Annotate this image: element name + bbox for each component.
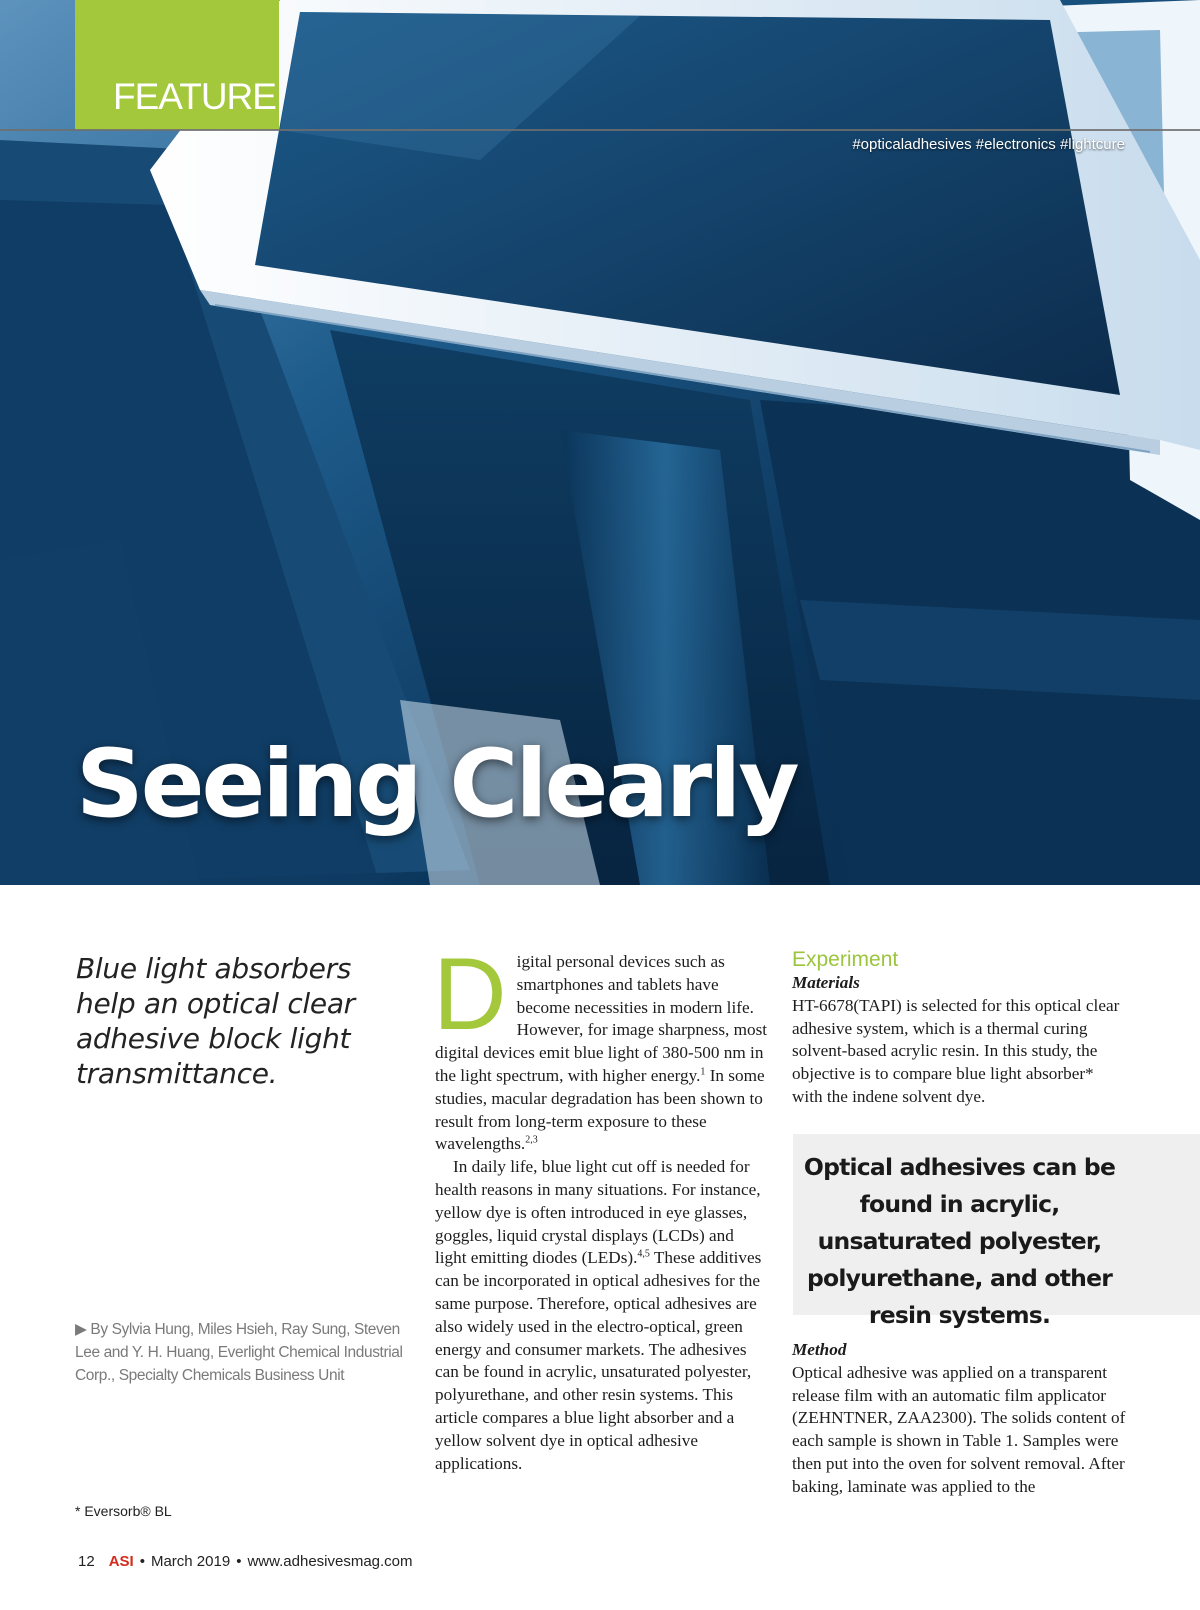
method-text: Optical adhesive was applied on a transparent release film with an automatic film applicator (ZEHNTNER, ZAA2300). The solids content of each sample is shown in Table 1. Samples were then put into the oven for solvent removal. After baking, laminate was applied to the xyxy=(792,1362,1126,1496)
reference-superscript: 4,5 xyxy=(637,1248,650,1260)
body-text: These additives can be incorporated in optical adhesives for the same purpose. Therefore, optical adhesives are also widely used in the electro-optical, green energy and consumer markets. The adhesives can be found in acrylic, unsaturated polyester, polyurethane, and other resin systems. This article compares a blue light absorber and a yellow solvent dye in optical adhesive applications. xyxy=(435,1248,762,1473)
experiment-heading: Experiment xyxy=(792,948,899,971)
materials-text: HT-6678(TAPI) is selected for this optical clear adhesive system, which is a thermal curing solvent-based acrylic resin. In this study, the objective is to compare blue light absorber* with the indene solvent dye. xyxy=(792,995,1120,1106)
reference-superscript: 1 xyxy=(700,1066,706,1078)
page-number: 12 xyxy=(78,1553,95,1570)
issue-date: March 2019 xyxy=(150,1553,231,1570)
magazine-brand: ASI xyxy=(108,1553,134,1570)
website-url: www.adhesivesmag.com xyxy=(247,1553,413,1570)
body-paragraph-2 xyxy=(435,1156,768,1475)
header-rule xyxy=(0,129,1200,131)
body-column-2-continued xyxy=(792,1339,1127,1499)
body-column-1 xyxy=(433,937,768,1475)
pull-quote: Optical adhesives can be found in acrylic, unsaturated polyester, polyurethane, and other resin systems. xyxy=(803,1153,1116,1329)
footer-bullet: • xyxy=(139,1553,145,1570)
hashtags: #opticaladhesives #electronics #lightcure xyxy=(852,136,1125,153)
author-byline: ▶ By Sylvia Hung, Miles Hsieh, Ray Sung, Steven Lee and Y. H. Huang, Everlight Chemical Industrial Corp., Specialty Chemicals Business Unit xyxy=(75,1321,403,1384)
article-title: Seeing Clearly xyxy=(76,730,797,839)
footnote: * Eversorb® BL xyxy=(75,1503,172,1519)
body-text: In some studies, macular degradation has been shown to result from long-term exposure to these wavelengths. xyxy=(435,1065,765,1154)
materials-heading: Materials xyxy=(792,973,860,992)
method-heading: Method xyxy=(792,1340,847,1359)
body-text: igital personal devices such as smartphones and tablets have become necessities in modern life. However, for image sharpness, most digital devices emit blue light of 380-500 nm in the light spectrum, with higher energy. xyxy=(435,952,768,1085)
drop-cap: D xyxy=(433,937,507,1051)
body-paragraph-1 xyxy=(433,937,768,1156)
section-label: FEATURE xyxy=(113,76,276,117)
feature-section-tag xyxy=(75,0,279,130)
article-deck: Blue light absorbers help an optical clear adhesive block light transmittance. xyxy=(76,952,355,1090)
pull-quote-box xyxy=(793,1134,1200,1329)
reference-superscript: 2,3 xyxy=(525,1134,538,1146)
body-column-2 xyxy=(792,948,1127,1109)
page-footer xyxy=(78,1553,419,1570)
footer-bullet: • xyxy=(236,1553,242,1570)
body-text: In daily life, blue light cut off is needed for health reasons in many situations. For instance, yellow dye is often introduced in eye glasses, goggles, liquid crystal displays (LCDs) and light emitting diodes (LEDs). xyxy=(435,1157,761,1268)
